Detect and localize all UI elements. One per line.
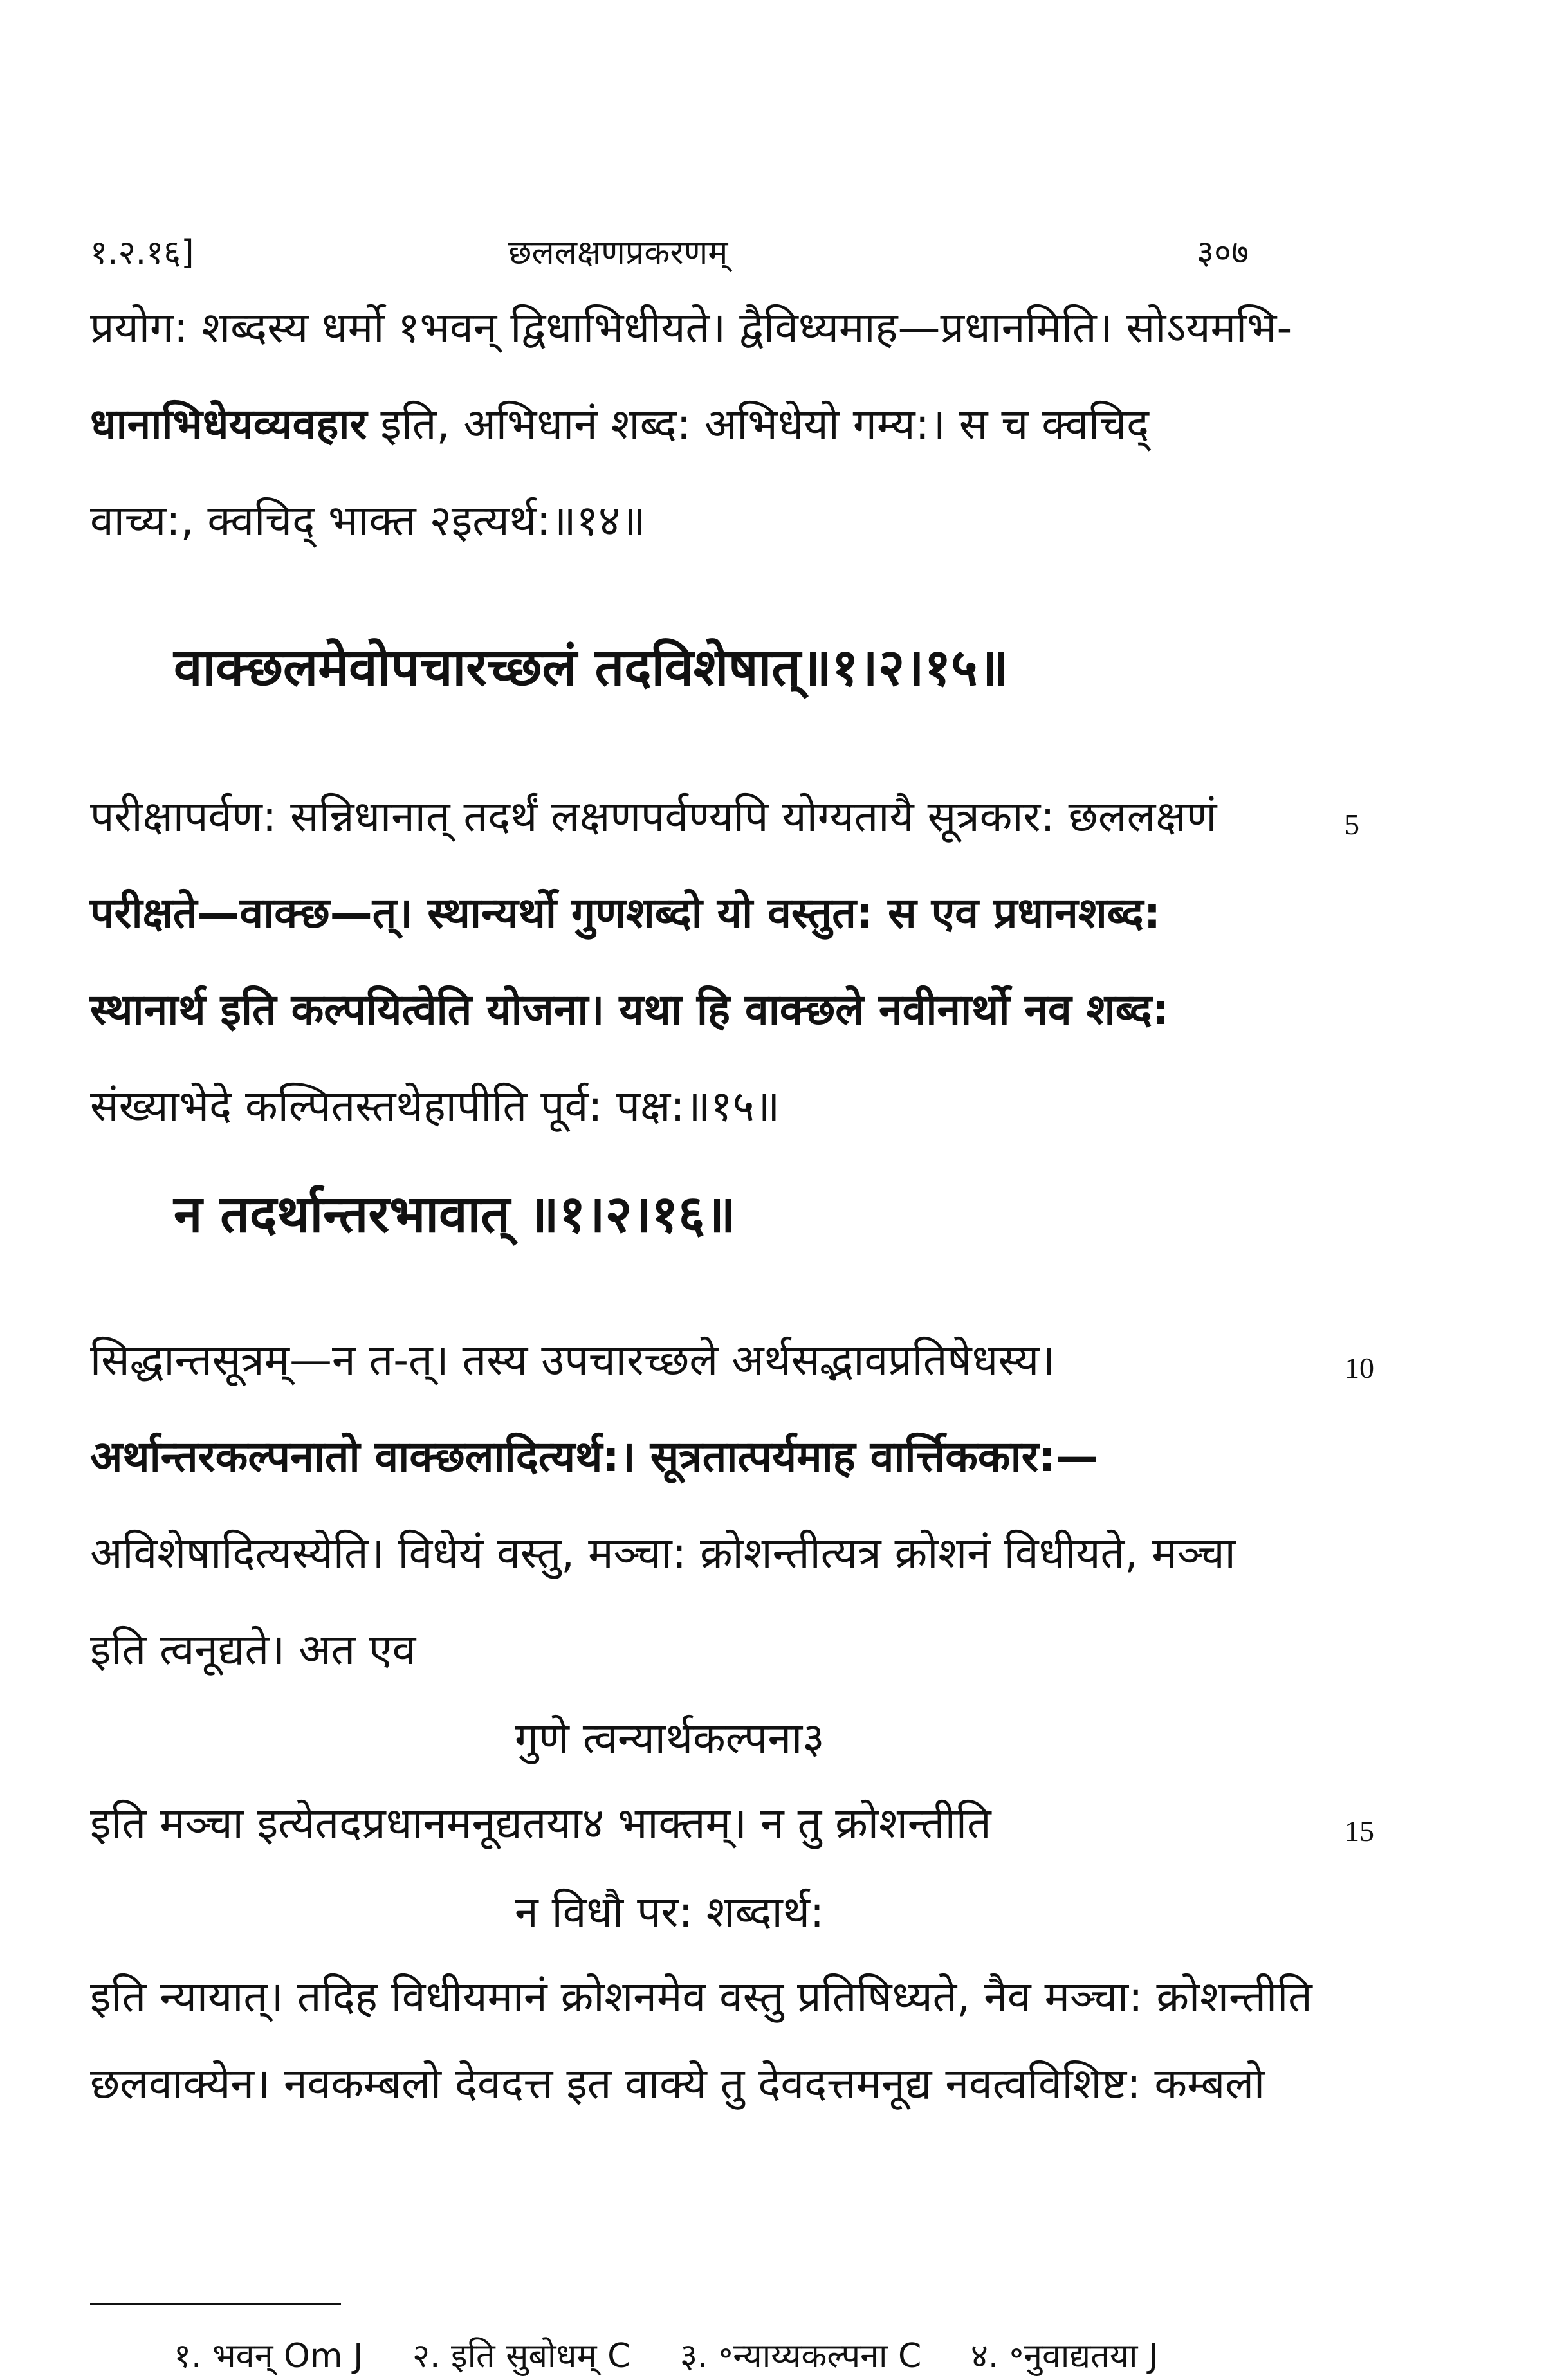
para2-line1: परीक्षापर्वण: सन्निधानात् तदर्थं लक्षणपर्वण्यपि योग्यतायै सूत्रकार: छललक्षणं bbox=[90, 792, 1217, 841]
para1-line3: वाच्य:, क्वचिद् भाक्त २इत्यर्थ:॥१४॥ bbox=[90, 496, 646, 545]
footnote-3: ३. ॰न्याय्यकल्पना C bbox=[679, 2337, 922, 2375]
para3-line1: सिद्धान्तसूत्रम्—न त-त्। तस्य उपचारच्छले अर्थसद्भावप्रतिषेधस्य। bbox=[90, 1335, 1056, 1385]
footnotes bbox=[174, 2332, 1197, 2377]
page-section-ref: १.२.१६] bbox=[90, 233, 194, 272]
para1-line1: प्रयोग: शब्दस्य धर्मो १भवन् द्विधाभिधीयते। द्वैविध्यमाह—प्रधानमिति। सोऽयमभि- bbox=[90, 303, 1292, 352]
para3-line4: इति त्वनूद्यते। अत एव bbox=[90, 1625, 416, 1674]
footnote-rule bbox=[90, 2303, 341, 2305]
footnote-1: १. भवन् Om J bbox=[174, 2337, 363, 2375]
para3-line3: अविशेषादित्यस्येति। विधेयं वस्तु, मञ्चा: क्रोशन्तीत्यत्र क्रोशनं विधीयते, मञ्चा bbox=[90, 1528, 1236, 1578]
para1-line2 bbox=[90, 399, 1306, 450]
line-number-5: 5 bbox=[1345, 808, 1359, 841]
para2-line2: परीक्षते—वाक्छ—त्। स्थान्यर्थो गुणशब्दो यो वस्तुत: स एव प्रधानशब्द: bbox=[90, 888, 1161, 938]
quoted-verse-2: न विधौ पर: शब्दार्थ: bbox=[515, 1887, 825, 1937]
quoted-verse-1: गुणे त्वन्यार्थकल्पना३ bbox=[515, 1714, 825, 1763]
para2-line3: स्थानार्थ इति कल्पयित्वेति योजना। यथा हि वाक्छले नवीनार्थो नव शब्द: bbox=[90, 985, 1170, 1034]
footnote-4: ४. ॰नुवाद्यतया J bbox=[970, 2337, 1159, 2375]
para2-line4: संख्याभेदे कल्पितस्तथेहापीति पूर्व: पक्ष:॥१५॥ bbox=[90, 1081, 780, 1131]
line-number-10: 10 bbox=[1345, 1351, 1374, 1384]
para1-line2-rest: इति, अभिधानं शब्द: अभिधेयो गम्य:। स च क्वचिद् bbox=[367, 399, 1150, 449]
page-number: ३०७ bbox=[1197, 233, 1249, 272]
running-title: छललक्षणप्रकरणम् bbox=[508, 233, 728, 272]
para3-line5: इति मञ्चा इत्येतदप्रधानमनूद्यतया४ भाक्तम्। न तु क्रोशन्तीति bbox=[90, 1799, 991, 1848]
para1-line2-bold: धानाभिधेयव्यवहार bbox=[90, 399, 367, 449]
para3-line2: अर्थान्तरकल्पनातो वाक्छलादित्यर्थ:। सूत्रतात्पर्यमाह वार्त्तिककार:— bbox=[90, 1432, 1099, 1481]
sutra-16: न तदर्थान्तरभावात् ॥१।२।१६॥ bbox=[174, 1184, 736, 1244]
footnote-2: २. इति सुबोधम् C bbox=[412, 2337, 631, 2375]
sutra-15: वाक्छलमेवोपचारच्छलं तदविशेषात्॥१।२।१५॥ bbox=[174, 637, 1009, 697]
line-number-15: 15 bbox=[1345, 1815, 1374, 1847]
para3-line6: इति न्यायात्। तदिह विधीयमानं क्रोशनमेव वस्तु प्रतिषिध्यते, नैव मञ्चा: क्रोशन्तीति bbox=[90, 1972, 1312, 2022]
para3-line7: छलवाक्येन। नवकम्बलो देवदत्त इत वाक्ये तु देवदत्तमनूद्य नवत्वविशिष्ट: कम्बलो bbox=[90, 2059, 1265, 2109]
